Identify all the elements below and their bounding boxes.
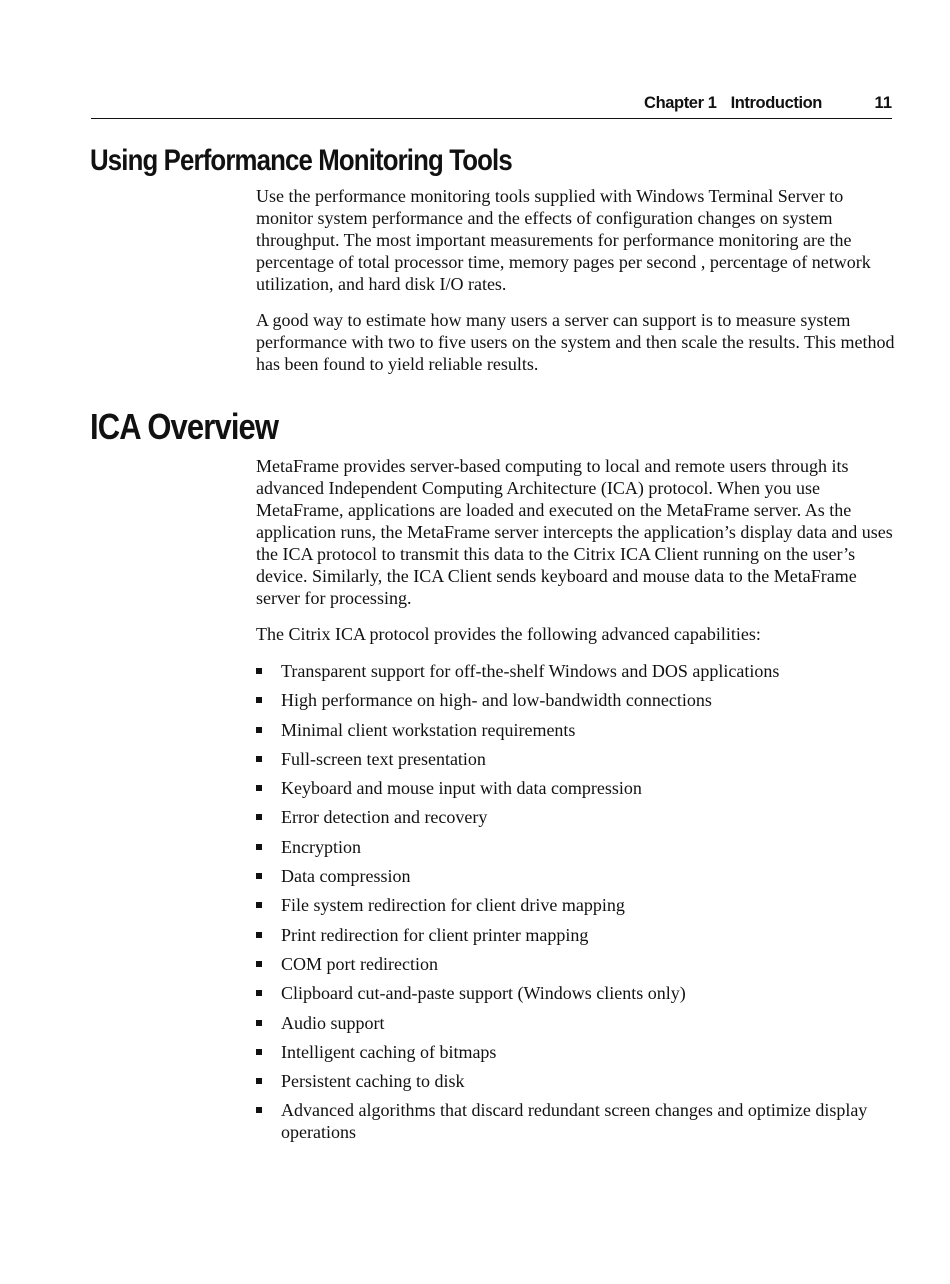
list-item	[256, 748, 896, 770]
list-item-text: File system redirection for client drive mapping	[281, 895, 625, 916]
list-item-text: Data compression	[281, 866, 411, 887]
list-item	[256, 1099, 896, 1143]
list-item-text: Error detection and recovery	[281, 807, 488, 828]
square-bullet-icon	[256, 1049, 262, 1055]
list-item-text: Intelligent caching of bitmaps	[281, 1041, 497, 1062]
running-header	[91, 92, 892, 119]
capabilities-list	[256, 660, 896, 1151]
list-item-text: Clipboard cut-and-paste support (Windows clients only)	[281, 983, 686, 1004]
square-bullet-icon	[256, 844, 262, 850]
list-item	[256, 777, 896, 799]
paragraph-capabilities-intro: The Citrix ICA protocol provides the following advanced capabilities:	[256, 624, 761, 644]
section-heading-ica-overview: ICA Overview	[90, 406, 279, 447]
chapter-title: Introduction	[730, 94, 822, 112]
list-item-text: COM port redirection	[281, 953, 438, 974]
list-item-text: Print redirection for client printer mapping	[281, 924, 589, 945]
page-number: 11	[874, 94, 892, 112]
list-item-text: Keyboard and mouse input with data compression	[281, 778, 642, 799]
list-item	[256, 806, 896, 828]
square-bullet-icon	[256, 873, 262, 879]
list-item	[256, 924, 896, 946]
section-heading-performance-tools: Using Performance Monitoring Tools	[90, 144, 512, 177]
square-bullet-icon	[256, 785, 262, 791]
list-item	[256, 689, 896, 711]
square-bullet-icon	[256, 1107, 262, 1113]
list-item-text: Advanced algorithms that discard redundant screen changes and optimize display operations	[281, 1100, 868, 1143]
square-bullet-icon	[256, 902, 262, 908]
list-item-text: Persistent caching to disk	[281, 1071, 465, 1092]
chapter-number: Chapter 1	[644, 94, 717, 112]
list-item	[256, 660, 896, 682]
square-bullet-icon	[256, 814, 262, 820]
list-item	[256, 1012, 896, 1034]
square-bullet-icon	[256, 727, 262, 733]
paragraph-metaframe: MetaFrame provides server-based computing to local and remote users through its advanced Independent Computing Architecture (ICA) protocol. When you use MetaFrame, applications are loaded and executed on the MetaFrame server. As the application runs, the MetaFrame server intercepts the application’s display data and uses the ICA protocol to transmit this data to the Citrix ICA Client running on the user’s device. Similarly, the ICA Client sends keyboard and mouse data to the MetaFrame server for processing.	[256, 456, 893, 608]
paragraph-estimate-users: A good way to estimate how many users a server can support is to measure system performance with two to five users on the system and then scale the results. This method has been found to yield reliable results.	[256, 310, 895, 374]
paragraph-performance-tools: Use the performance monitoring tools supplied with Windows Terminal Server to monitor system performance and the effects of configuration changes on system throughput. The most important measurements for performance monitoring are the percentage of total processor time, memory pages per second , percentage of network utilization, and hard disk I/O rates.	[256, 186, 871, 294]
list-item-text: High performance on high- and low-bandwidth connections	[281, 690, 712, 711]
square-bullet-icon	[256, 756, 262, 762]
chapter-label	[644, 94, 822, 113]
list-item	[256, 865, 896, 887]
list-item-text: Full-screen text presentation	[281, 748, 486, 769]
list-item	[256, 719, 896, 741]
list-item-text: Transparent support for off-the-shelf Windows and DOS applications	[281, 661, 780, 681]
square-bullet-icon	[256, 1078, 262, 1084]
list-item-text: Encryption	[281, 836, 361, 857]
list-item	[256, 1041, 896, 1063]
list-item	[256, 1070, 896, 1092]
list-item	[256, 836, 896, 858]
square-bullet-icon	[256, 932, 262, 938]
square-bullet-icon	[256, 1020, 262, 1026]
square-bullet-icon	[256, 668, 262, 674]
list-item-text: Minimal client workstation requirements	[281, 719, 576, 740]
list-item	[256, 953, 896, 975]
square-bullet-icon	[256, 990, 262, 996]
square-bullet-icon	[256, 961, 262, 967]
square-bullet-icon	[256, 697, 262, 703]
list-item	[256, 982, 896, 1004]
list-item-text: Audio support	[281, 1012, 385, 1033]
list-item	[256, 894, 896, 916]
